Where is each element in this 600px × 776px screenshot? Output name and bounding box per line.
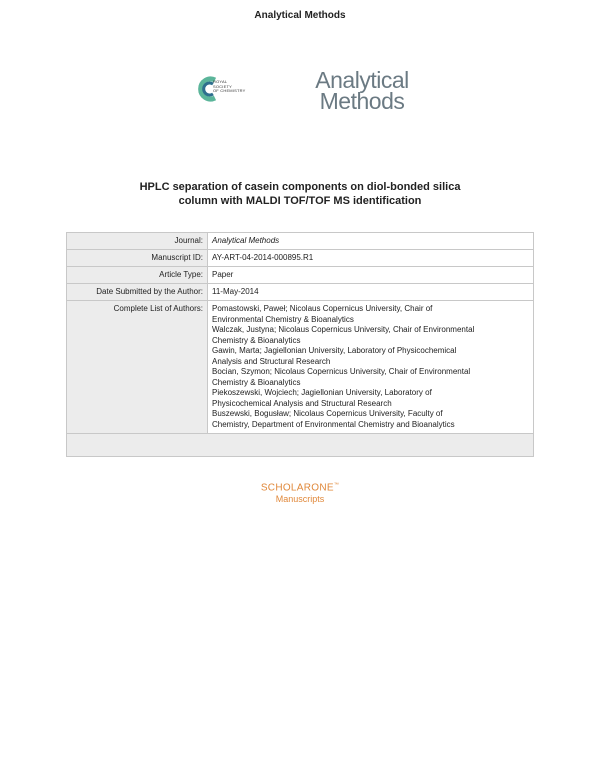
journal-logo-area xyxy=(195,66,425,122)
blank-cell xyxy=(67,434,534,457)
author-line: Walczak, Justyna; Nicolaus Copernicus University, Chair of Environmental xyxy=(212,325,475,334)
scholarone-brand: SCHOLARONE™ xyxy=(260,482,340,494)
journal-label: Journal: xyxy=(67,233,208,250)
date-submitted-row xyxy=(67,284,534,301)
scholarone-logo xyxy=(0,482,600,504)
authors-label: Complete List of Authors: xyxy=(67,301,208,434)
author-line: Bocian, Szymon; Nicolaus Copernicus University, Chair of Environmental xyxy=(212,367,471,376)
journal-row xyxy=(67,233,534,250)
article-type-label: Article Type: xyxy=(67,267,208,284)
running-header: Analytical Methods xyxy=(254,10,346,21)
author-line: Environmental Chemistry & Bioanalytics xyxy=(212,314,354,324)
journal-brand-logo: Analytical Methods xyxy=(315,67,409,114)
authors-list xyxy=(208,301,534,434)
manuscript-id-row xyxy=(67,250,534,267)
rsc-logo-text: ROYAL SOCIETY OF CHEMISTRY xyxy=(213,79,246,94)
author-line: Chemistry, Department of Environmental Chemistry and Bioanalytics xyxy=(212,419,455,429)
author-line: Chemistry & Bioanalytics xyxy=(212,377,301,387)
scholarone-subtitle: Manuscripts xyxy=(275,494,325,505)
date-submitted-label: Date Submitted by the Author: xyxy=(67,284,208,301)
author-line: Pomastowski, Paweł; Nicolaus Copernicus University, Chair of xyxy=(212,304,433,313)
manuscript-metadata-table xyxy=(66,232,534,457)
paper-title: HPLC separation of casein components on diol-bonded silica column with MALDI TOF/TOF MS identification xyxy=(139,181,461,207)
author-line: Gawin, Marta; Jagiellonian University, Laboratory of Physicochemical xyxy=(212,346,457,355)
journal-value: Analytical Methods xyxy=(208,233,534,250)
manuscript-id-value: AY-ART-04-2014-000895.R1 xyxy=(208,250,534,267)
article-type-row xyxy=(67,267,534,284)
author-line: Buszewski, Bogusław; Nicolaus Copernicus University, Faculty of xyxy=(212,409,443,418)
author-line: Piekoszewski, Wojciech; Jagiellonian University, Laboratory of xyxy=(212,388,432,397)
date-submitted-value: 11-May-2014 xyxy=(208,284,534,301)
blank-row xyxy=(67,434,534,457)
authors-row xyxy=(67,301,534,434)
manuscript-id-label: Manuscript ID: xyxy=(67,250,208,267)
article-type-value: Paper xyxy=(208,267,534,284)
author-line: Physicochemical Analysis and Structural Research xyxy=(212,398,392,408)
author-line: Chemistry & Bioanalytics xyxy=(212,335,301,345)
author-line: Analysis and Structural Research xyxy=(212,356,331,366)
